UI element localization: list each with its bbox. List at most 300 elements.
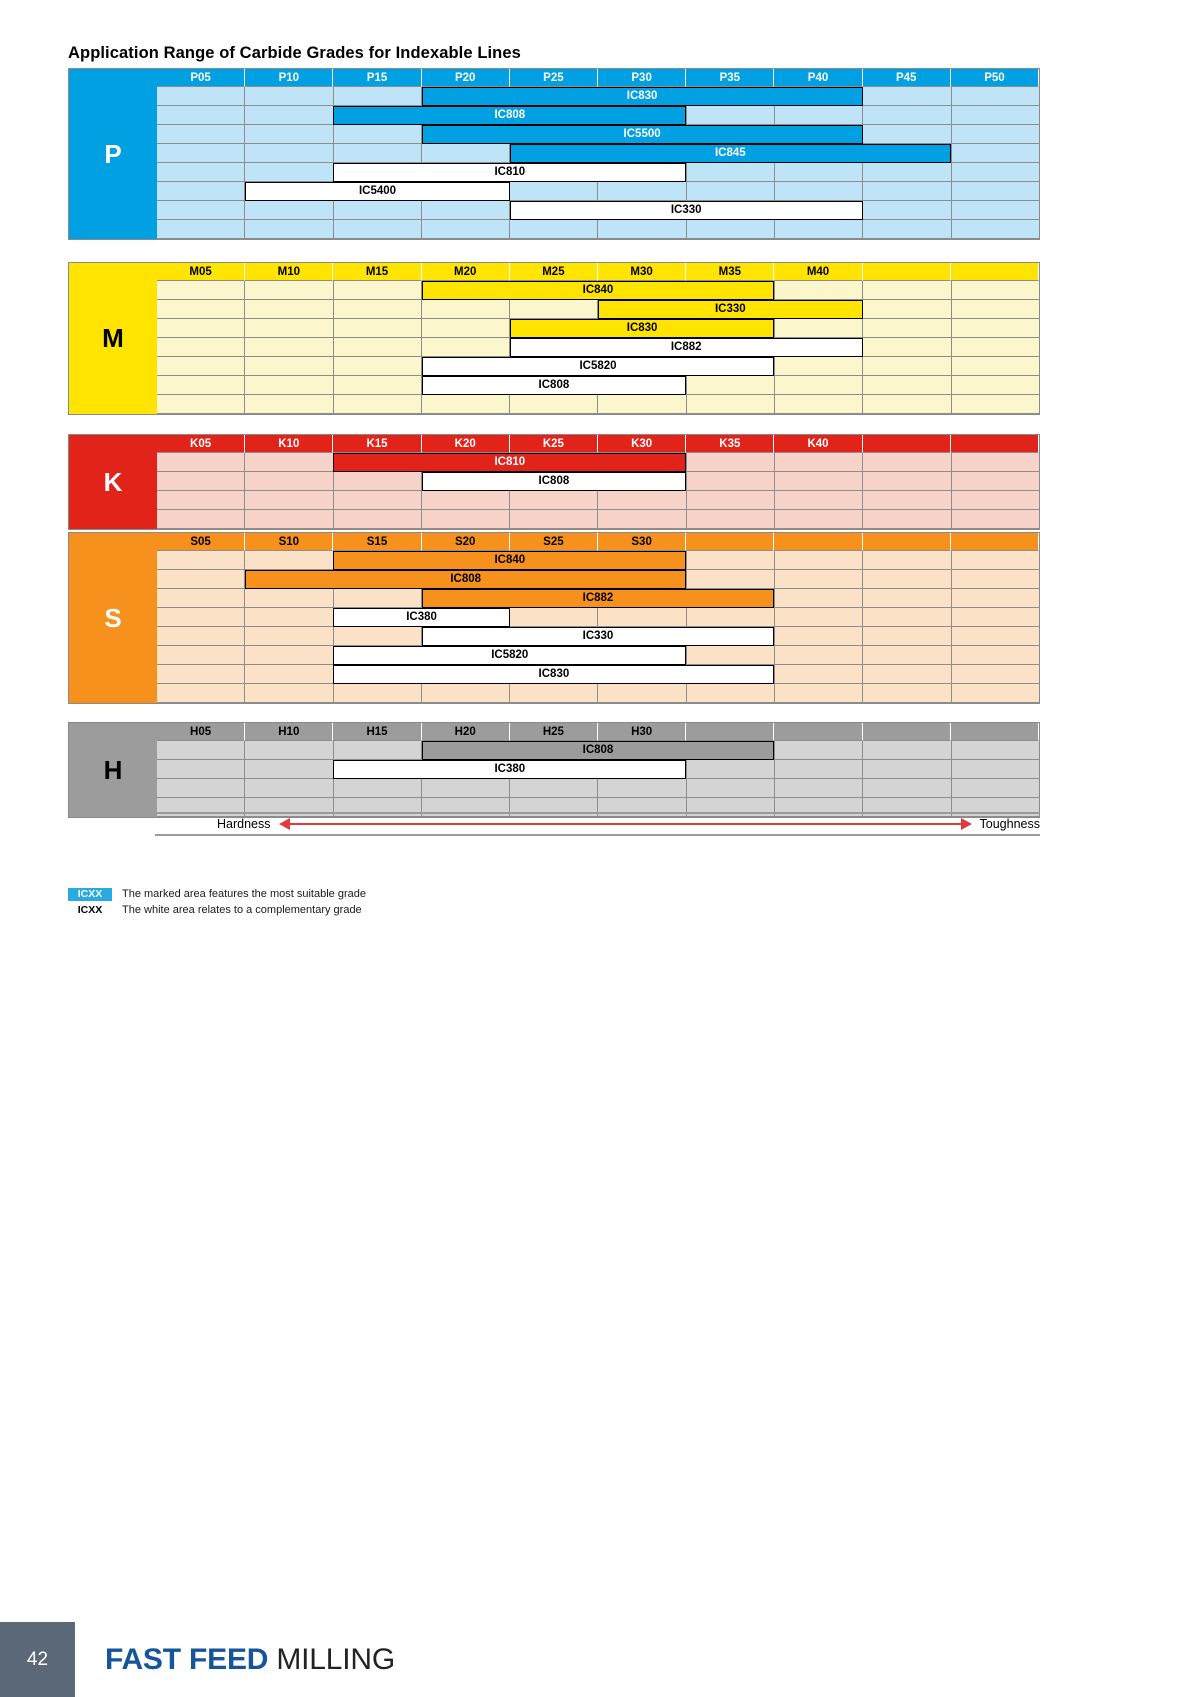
grid-cell [245, 491, 333, 510]
grid-cell [863, 779, 951, 798]
column-header-cell: K25 [510, 435, 598, 453]
grid-cell [687, 491, 775, 510]
column-header-cell: H05 [157, 723, 245, 741]
column-header-cell: P50 [951, 69, 1039, 87]
legend-row [68, 886, 366, 902]
grid-area [157, 723, 1039, 817]
grid-cell [952, 144, 1039, 163]
grid-cell [775, 510, 863, 529]
grade-bar: IC810 [333, 163, 686, 182]
column-header-cell: P40 [774, 69, 862, 87]
grid-cell [598, 779, 686, 798]
column-header-row [157, 263, 1039, 281]
grade-bar: IC330 [510, 201, 863, 220]
grid-cell [157, 300, 245, 319]
grid-cell [775, 760, 863, 779]
grid-cell [422, 510, 510, 529]
grid-cell [157, 220, 245, 239]
grid-cell [157, 163, 245, 182]
grid-cell [687, 472, 775, 491]
grid-cell [157, 338, 245, 357]
grade-bar: IC808 [422, 472, 687, 491]
column-header-cell [951, 435, 1039, 453]
column-header-cell: S15 [333, 533, 421, 551]
brand-strong: FAST FEED [105, 1643, 269, 1676]
grid-cell [157, 551, 245, 570]
column-header-cell: M05 [157, 263, 245, 281]
column-header-cell: S30 [598, 533, 686, 551]
column-header-cell: P45 [863, 69, 951, 87]
grid-cell [687, 395, 775, 414]
grade-bar: IC808 [422, 376, 687, 395]
grid-cell [510, 684, 598, 703]
column-header-cell: M30 [598, 263, 686, 281]
grid-cell [863, 220, 951, 239]
grid-cell [952, 491, 1039, 510]
grid-cell [334, 472, 422, 491]
grid-cell [157, 395, 245, 414]
column-header-cell: S25 [510, 533, 598, 551]
grid-cell [952, 106, 1039, 125]
grid-cell [863, 646, 951, 665]
grid-cell [775, 589, 863, 608]
grid-cell [775, 182, 863, 201]
grade-bar: IC330 [422, 627, 775, 646]
grid-cell [687, 182, 775, 201]
grid-cell [952, 472, 1039, 491]
column-header-cell: P30 [598, 69, 686, 87]
grid-cell [157, 491, 245, 510]
grid-cell [245, 472, 333, 491]
grid-cell [775, 220, 863, 239]
grade-block-k [68, 434, 1040, 530]
column-header-cell: H10 [245, 723, 333, 741]
grid-cell [952, 395, 1039, 414]
column-header-cell: H15 [333, 723, 421, 741]
grid-cell [510, 220, 598, 239]
column-header-cell: M35 [686, 263, 774, 281]
grid-cell [245, 163, 333, 182]
grid-cell [775, 665, 863, 684]
grid-cell [687, 510, 775, 529]
grid-cell [334, 395, 422, 414]
grid-row [157, 510, 1039, 529]
column-header-row [157, 533, 1039, 551]
grid-cell [334, 684, 422, 703]
grid-cell [775, 163, 863, 182]
grid-cell [952, 589, 1039, 608]
grid-cell [334, 201, 422, 220]
grid-cell [510, 491, 598, 510]
grade-bar: IC830 [422, 87, 863, 106]
grid-cell [334, 741, 422, 760]
grid-cell [598, 182, 686, 201]
grid-row [157, 684, 1039, 703]
grid-cell [775, 570, 863, 589]
grid-cell [863, 684, 951, 703]
grid-cell [422, 338, 510, 357]
grid-cell [334, 220, 422, 239]
grid-cell [952, 319, 1039, 338]
grid-cell [952, 627, 1039, 646]
grid-cell [952, 646, 1039, 665]
grid-row [157, 220, 1039, 239]
grid-area [157, 435, 1039, 529]
grid-row [157, 395, 1039, 414]
grid-cell [775, 608, 863, 627]
grid-cell [245, 646, 333, 665]
grid-cell [245, 357, 333, 376]
grid-body [157, 551, 1039, 703]
grid-cell [245, 338, 333, 357]
grade-bar: IC810 [333, 453, 686, 472]
grid-cell [687, 684, 775, 703]
column-header-cell [951, 533, 1039, 551]
grid-cell [687, 760, 775, 779]
grid-cell [863, 453, 951, 472]
grid-cell [422, 779, 510, 798]
grid-cell [952, 570, 1039, 589]
grid-cell [863, 491, 951, 510]
grid-cell [775, 741, 863, 760]
grade-bar: IC882 [510, 338, 863, 357]
grid-cell [157, 608, 245, 627]
column-header-cell: K35 [686, 435, 774, 453]
grid-cell [510, 608, 598, 627]
grade-bar: IC5500 [422, 125, 863, 144]
grid-cell [157, 646, 245, 665]
grid-cell [687, 163, 775, 182]
grid-cell [863, 106, 951, 125]
grid-cell [687, 376, 775, 395]
grid-cell [334, 491, 422, 510]
grid-cell [422, 684, 510, 703]
grid-cell [687, 646, 775, 665]
grid-cell [157, 201, 245, 220]
grid-cell [687, 570, 775, 589]
grid-cell [245, 665, 333, 684]
page-title: Application Range of Carbide Grades for Indexable Lines [68, 44, 521, 62]
grid-cell [245, 760, 333, 779]
grade-bar: IC808 [422, 741, 775, 760]
grid-cell [863, 163, 951, 182]
column-header-cell: H30 [598, 723, 686, 741]
grid-cell [157, 741, 245, 760]
grid-cell [157, 87, 245, 106]
axis-label-toughness: Toughness [979, 817, 1040, 831]
grid-cell [863, 472, 951, 491]
category-letter-p: P [69, 69, 157, 239]
grid-cell [422, 300, 510, 319]
column-header-cell [774, 533, 862, 551]
grid-cell [157, 589, 245, 608]
column-header-row [157, 69, 1039, 87]
grid-cell [245, 627, 333, 646]
grid-cell [775, 395, 863, 414]
grid-cell [422, 220, 510, 239]
grid-cell [245, 300, 333, 319]
grade-bar: IC845 [510, 144, 951, 163]
grade-bar: IC5820 [333, 646, 686, 665]
grid-cell [775, 376, 863, 395]
grid-cell [422, 201, 510, 220]
grid-row [157, 779, 1039, 798]
grid-cell [687, 106, 775, 125]
column-header-cell: K40 [774, 435, 862, 453]
grid-cell [334, 510, 422, 529]
grid-area [157, 263, 1039, 414]
grade-bar: IC830 [333, 665, 774, 684]
grid-cell [775, 646, 863, 665]
grid-cell [334, 87, 422, 106]
grid-cell [687, 779, 775, 798]
grid-cell [952, 741, 1039, 760]
grid-cell [510, 300, 598, 319]
grid-cell [775, 627, 863, 646]
grid-cell [598, 684, 686, 703]
column-header-cell: S20 [422, 533, 510, 551]
grid-cell [952, 608, 1039, 627]
grid-cell [510, 395, 598, 414]
grid-cell [157, 453, 245, 472]
grid-cell [863, 589, 951, 608]
grid-cell [687, 551, 775, 570]
grid-cell [687, 453, 775, 472]
grid-cell [952, 201, 1039, 220]
category-letter-h: H [69, 723, 157, 817]
column-header-cell: H20 [422, 723, 510, 741]
column-header-cell: M40 [774, 263, 862, 281]
legend [68, 886, 366, 918]
column-header-cell [774, 723, 862, 741]
grid-cell [157, 319, 245, 338]
grid-cell [952, 87, 1039, 106]
grid-cell [334, 125, 422, 144]
legend-chip: ICXX [77, 903, 103, 916]
grid-cell [334, 338, 422, 357]
grade-bar: IC5400 [245, 182, 510, 201]
grid-cell [952, 779, 1039, 798]
hardness-toughness-axis [155, 812, 1040, 836]
footer-brand [105, 1643, 395, 1677]
grid-cell [863, 627, 951, 646]
grade-bar: IC840 [333, 551, 686, 570]
grid-cell [952, 220, 1039, 239]
grid-cell [334, 779, 422, 798]
grid-cell [157, 779, 245, 798]
grid-cell [245, 608, 333, 627]
grid-body [157, 453, 1039, 529]
grid-cell [863, 741, 951, 760]
grid-cell [863, 87, 951, 106]
grid-row [157, 608, 1039, 627]
grid-cell [157, 281, 245, 300]
grade-block-p [68, 68, 1040, 240]
grid-cell [952, 376, 1039, 395]
grid-cell [245, 125, 333, 144]
column-header-cell: S10 [245, 533, 333, 551]
grid-cell [863, 319, 951, 338]
grid-cell [775, 106, 863, 125]
grid-cell [157, 125, 245, 144]
grid-cell [245, 589, 333, 608]
legend-chip: ICXX [68, 888, 112, 901]
grid-cell [245, 453, 333, 472]
grid-cell [157, 182, 245, 201]
column-header-cell: H25 [510, 723, 598, 741]
grade-bar: IC840 [422, 281, 775, 300]
grid-cell [598, 491, 686, 510]
grid-cell [245, 106, 333, 125]
grid-cell [775, 779, 863, 798]
grid-cell [157, 665, 245, 684]
grid-cell [952, 453, 1039, 472]
grid-cell [952, 684, 1039, 703]
grid-cell [952, 665, 1039, 684]
grid-cell [157, 144, 245, 163]
category-letter-k: K [69, 435, 157, 529]
grid-cell [598, 510, 686, 529]
grid-cell [334, 319, 422, 338]
arrow-left-icon [279, 818, 290, 830]
grid-cell [157, 627, 245, 646]
column-header-cell [686, 723, 774, 741]
grid-cell [245, 395, 333, 414]
grid-cell [863, 510, 951, 529]
grid-cell [863, 760, 951, 779]
grid-cell [245, 281, 333, 300]
grade-bar: IC330 [598, 300, 863, 319]
grid-cell [775, 357, 863, 376]
grade-block-m [68, 262, 1040, 415]
grade-bar: IC380 [333, 760, 686, 779]
brand-light-text: MILLING [276, 1643, 395, 1676]
grid-body [157, 281, 1039, 414]
category-letter-m: M [69, 263, 157, 414]
grid-cell [863, 300, 951, 319]
column-header-cell: S05 [157, 533, 245, 551]
grade-block-s [68, 532, 1040, 704]
column-header-cell: P20 [422, 69, 510, 87]
grid-cell [863, 182, 951, 201]
grid-cell [952, 125, 1039, 144]
column-header-cell [863, 263, 951, 281]
grid-area [157, 69, 1039, 239]
grid-cell [334, 144, 422, 163]
grid-cell [245, 510, 333, 529]
legend-text: The white area relates to a complementary grade [122, 904, 362, 916]
grid-cell [245, 220, 333, 239]
grid-cell [245, 87, 333, 106]
grid-cell [245, 551, 333, 570]
column-header-row [157, 435, 1039, 453]
grid-cell [863, 125, 951, 144]
grid-cell [863, 608, 951, 627]
arrow-right-icon [961, 818, 972, 830]
grid-cell [775, 453, 863, 472]
grid-cell [863, 395, 951, 414]
category-letter-s: S [69, 533, 157, 703]
grid-cell [952, 281, 1039, 300]
grid-cell [334, 376, 422, 395]
grade-bar: IC380 [333, 608, 509, 627]
grid-cell [775, 551, 863, 570]
axis-double-arrow [279, 818, 972, 830]
grade-bar: IC882 [422, 589, 775, 608]
grid-cell [245, 376, 333, 395]
grid-cell [863, 665, 951, 684]
grid-cell [598, 608, 686, 627]
grid-cell [775, 491, 863, 510]
grid-cell [157, 570, 245, 589]
column-header-cell: P10 [245, 69, 333, 87]
grid-cell [245, 684, 333, 703]
grid-cell [952, 163, 1039, 182]
grid-cell [952, 760, 1039, 779]
grid-cell [952, 510, 1039, 529]
grid-cell [245, 201, 333, 220]
column-header-cell: K30 [598, 435, 686, 453]
grid-cell [775, 472, 863, 491]
grid-cell [422, 144, 510, 163]
grid-cell [510, 510, 598, 529]
grade-bar: IC5820 [422, 357, 775, 376]
grid-cell [334, 627, 422, 646]
grid-cell [157, 376, 245, 395]
grid-cell [157, 684, 245, 703]
grid-cell [334, 300, 422, 319]
grid-cell [157, 357, 245, 376]
column-header-cell: K10 [245, 435, 333, 453]
column-header-cell: P15 [333, 69, 421, 87]
page-number: 42 [0, 1622, 75, 1697]
column-header-cell: K20 [422, 435, 510, 453]
column-header-cell: K15 [333, 435, 421, 453]
column-header-cell: P05 [157, 69, 245, 87]
grid-cell [687, 608, 775, 627]
grid-cell [863, 570, 951, 589]
grade-bar: IC808 [333, 106, 686, 125]
column-header-cell [686, 533, 774, 551]
axis-label-hardness: Hardness [217, 817, 271, 831]
grid-cell [775, 319, 863, 338]
grid-cell [863, 281, 951, 300]
grid-cell [157, 510, 245, 529]
grid-cell [863, 551, 951, 570]
column-header-cell: P25 [510, 69, 598, 87]
column-header-cell [863, 723, 951, 741]
grid-cell [245, 741, 333, 760]
grade-bar: IC808 [245, 570, 686, 589]
column-header-cell: M10 [245, 263, 333, 281]
column-header-cell [951, 723, 1039, 741]
column-header-cell: M20 [422, 263, 510, 281]
grid-cell [952, 300, 1039, 319]
grid-cell [334, 281, 422, 300]
grid-cell [245, 144, 333, 163]
grid-cell [775, 684, 863, 703]
grid-area [157, 533, 1039, 703]
column-header-cell [951, 263, 1039, 281]
grid-cell [952, 338, 1039, 357]
grid-row [157, 491, 1039, 510]
grade-block-h [68, 722, 1040, 818]
grid-cell [952, 551, 1039, 570]
grid-cell [334, 357, 422, 376]
column-header-row [157, 723, 1039, 741]
grid-cell [245, 319, 333, 338]
column-header-cell: P35 [686, 69, 774, 87]
